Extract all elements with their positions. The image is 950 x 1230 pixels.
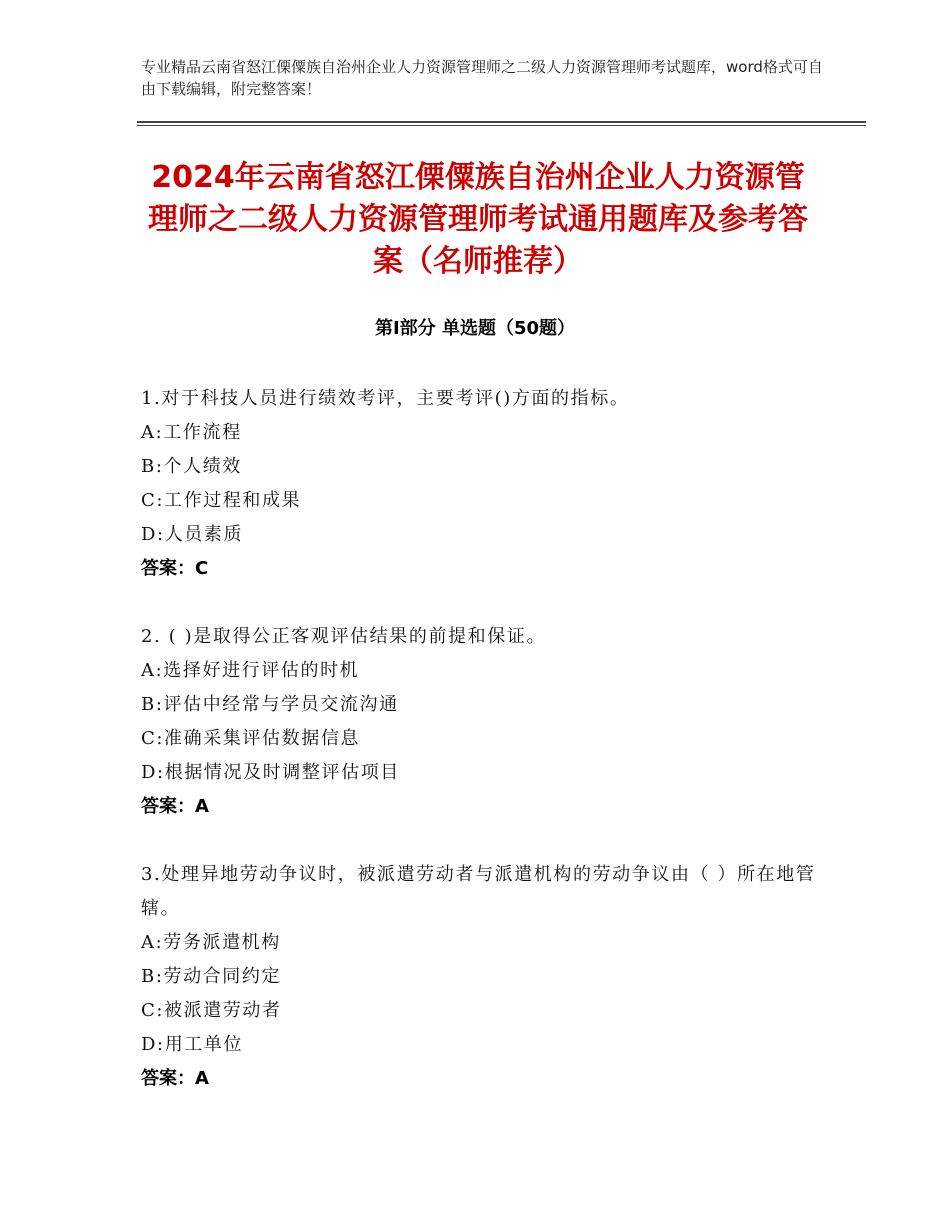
option-a: A:劳务派遣机构: [141, 932, 281, 953]
option-d: D:人员素质: [141, 524, 244, 545]
header-divider-thick: [137, 121, 866, 123]
header-divider-thin: [137, 125, 866, 126]
section-title: 第Ⅰ部分 单选题（50题）: [374, 318, 575, 339]
question-2: [141, 620, 831, 824]
option-d: D:根据情况及时调整评估项目: [141, 762, 400, 783]
header-note: 专业精品云南省怒江傈僳族自治州企业人力资源管理师之二级人力资源管理师考试题库，word格式可自由下载编辑，附完整答案！: [141, 58, 823, 98]
option-a: A:工作流程: [141, 422, 242, 443]
option-b: B:个人绩效: [141, 456, 242, 477]
answer: 答案：A: [141, 796, 209, 817]
option-b: B:劳动合同约定: [141, 966, 282, 987]
option-c: C:被派遣劳动者: [141, 1000, 282, 1021]
option-a: A:选择好进行评估的时机: [141, 660, 360, 681]
document-title: 2024年云南省怒江傈僳族自治州企业人力资源管理师之二级人力资源管理师考试通用题库及参考答案（名师推荐）: [148, 160, 808, 279]
option-b: B:评估中经常与学员交流沟通: [141, 694, 399, 715]
question-1: [141, 382, 831, 586]
question-text: 1.对于科技人员进行绩效考评，主要考评()方面的指标。: [141, 388, 630, 409]
option-d: D:用工单位: [141, 1034, 244, 1055]
option-c: C:工作过程和成果: [141, 490, 302, 511]
question-text: 2. ( )是取得公正客观评估结果的前提和保证。: [141, 626, 547, 647]
answer: 答案：C: [141, 558, 209, 579]
question-text: 3.处理异地劳动争议时，被派遣劳动者与派遣机构的劳动争议由（ ）所在地管辖。: [141, 864, 816, 919]
question-3: [141, 858, 831, 1096]
answer: 答案：A: [141, 1068, 209, 1089]
option-c: C:准确采集评估数据信息: [141, 728, 361, 749]
question-list: [141, 382, 831, 1130]
